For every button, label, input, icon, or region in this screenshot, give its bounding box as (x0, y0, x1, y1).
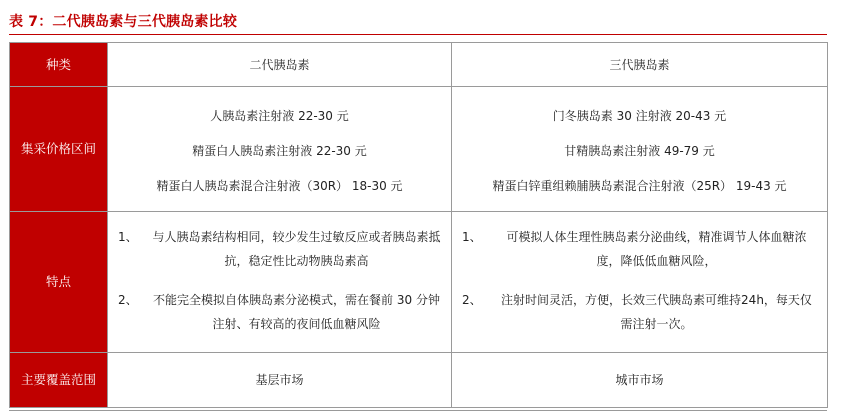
feature-number: 1、 (118, 230, 138, 244)
bottom-divider (9, 410, 827, 411)
coverage-cell-second-gen: 基层市场 (108, 353, 452, 408)
feature-text: 可模拟人体生理性胰岛素分泌曲线，精准调节人体血糖浓度，降低低血糖风险， (506, 230, 807, 268)
caption-divider (9, 34, 827, 35)
column-header-second-gen: 二代胰岛素 (108, 43, 452, 87)
features-cell-third-gen (452, 212, 828, 353)
price-line: 门冬胰岛素 30 注射液 20-43 元 (552, 108, 727, 123)
table-row-features (10, 212, 828, 353)
feature-item (462, 228, 817, 273)
row-label-coverage: 主要覆盖范围 (10, 353, 108, 408)
table-row-price (10, 87, 828, 212)
price-line: 甘精胰岛素注射液 49-79 元 (564, 143, 715, 158)
feature-item (462, 291, 817, 336)
feature-text: 不能完全模拟自体胰岛素分泌模式，需在餐前 30 分钟注射、有较高的夜间低血糖风险 (153, 293, 440, 331)
price-line: 精蛋白人胰岛素注射液 22-30 元 (192, 143, 367, 158)
price-cell-third-gen (452, 87, 828, 212)
row-label-price: 集采价格区间 (10, 87, 108, 212)
table-caption: 表 7：二代胰岛素与三代胰岛素比较 (9, 14, 238, 30)
feature-item (118, 291, 441, 336)
feature-item (118, 228, 441, 273)
feature-text: 注射时间灵活，方便，长效三代胰岛素可维持24h，每天仅需注射一次。 (501, 293, 812, 331)
table-header-row (10, 43, 828, 87)
feature-number: 2、 (118, 293, 138, 307)
column-header-third-gen: 三代胰岛素 (452, 43, 828, 87)
insulin-comparison-table (9, 42, 828, 408)
row-label-features: 特点 (10, 212, 108, 353)
row-label-type: 种类 (10, 43, 108, 87)
price-line: 人胰岛素注射液 22-30 元 (210, 108, 349, 123)
features-cell-second-gen (108, 212, 452, 353)
feature-number: 2、 (462, 293, 482, 307)
table-row-coverage (10, 353, 828, 408)
feature-number: 1、 (462, 230, 482, 244)
price-line: 精蛋白锌重组赖脯胰岛素混合注射液（25R） 19-43 元 (492, 178, 787, 193)
feature-text: 与人胰岛素结构相同，较少发生过敏反应或者胰岛素抵抗，稳定性比动物胰岛素高 (152, 230, 441, 268)
coverage-cell-third-gen: 城市市场 (452, 353, 828, 408)
price-line: 精蛋白人胰岛素混合注射液（30R） 18-30 元 (156, 178, 403, 193)
price-cell-second-gen (108, 87, 452, 212)
